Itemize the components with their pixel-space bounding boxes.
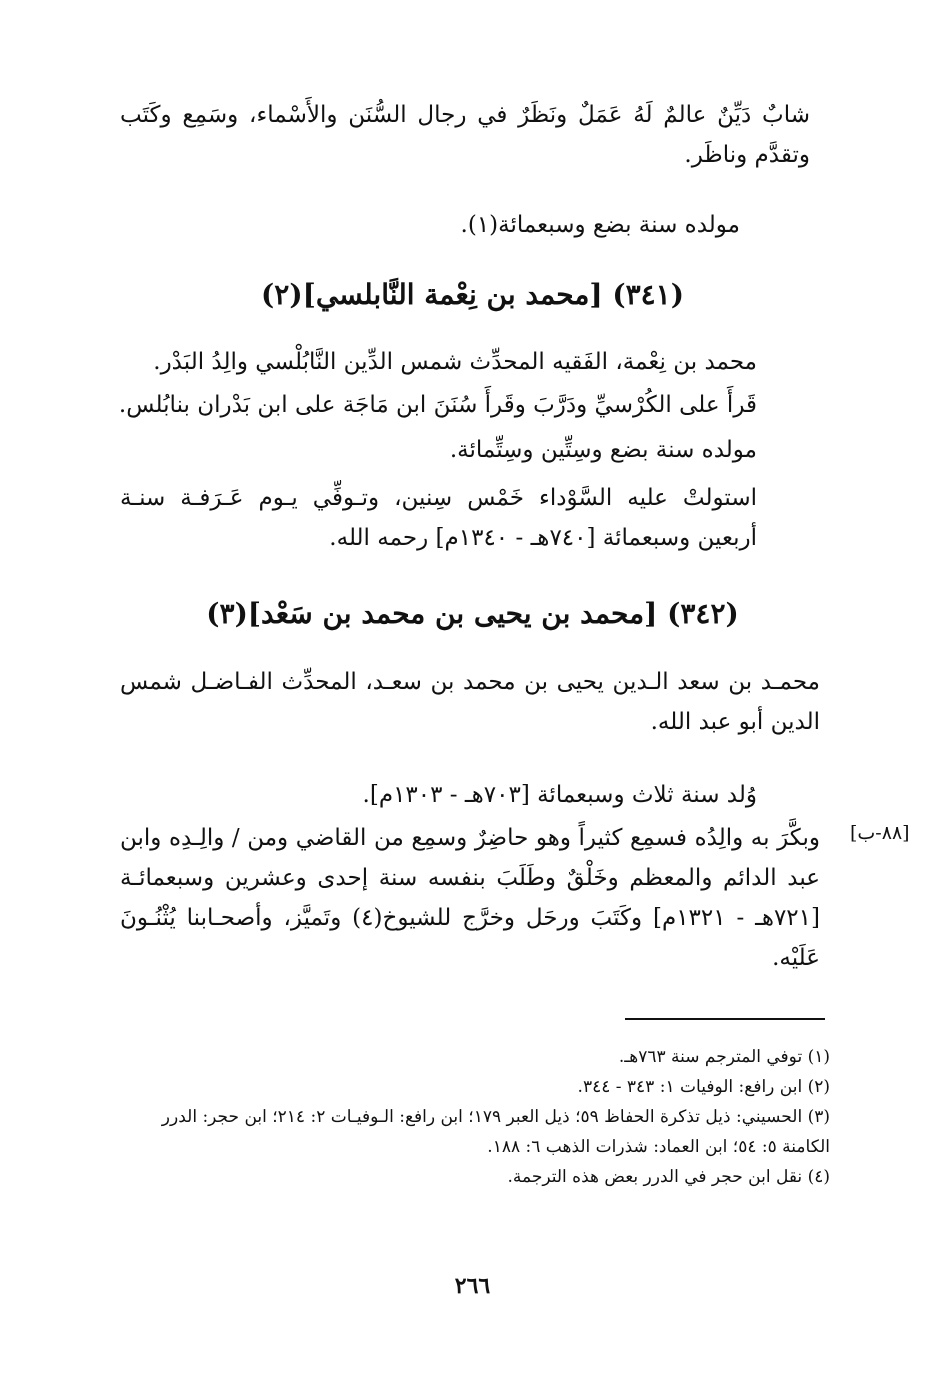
footnote-3: (٣) الحسيني: ذيل تذكرة الحفاظ ٥٩؛ ذيل العبر ١٧٩؛ ابن رافع: الـوفيـات ٢: ٢١٤؛ ابن حجر: الدرر الكامنة ٥: ٥٤؛ ابن العماد: شذرات الذهب ٦: ١٨٨. [161,1107,830,1157]
entry-341-line-1: محمد بن نِعْمة، الفَقيه المحدِّث شمس الدِّين النَّابُلْسي والِدُ البَدْر. [153,349,757,375]
manuscript-folio-note: [٨٨-ب] [850,822,910,844]
entry-heading-342: (٣٤٢) [محمد بن يحيى بن محمد بن سَعْد](٣) [206,597,739,630]
footnotes [115,1042,830,1192]
entry-342-study: وبكَّرَ به والِدُه فسمِع كثيراً وهو حاضِرٌ وسمِع من القاضي ومن / والِـدِه وابن عبد الدائم والمعظم وخَلْقٌ وطَلَبَ بنفسه سنة إحدى وعشرين وسبعمائـة [٧٢١هـ - ١٣٢١م] وكَتَبَ ورحَل وخرَّج للشيوخ(٤) وتَميَّز، وأصحـابنا يُثْنُـونَ عَلَيْه. [120,825,820,971]
footnote-4: (٤) نقل ابن حجر في الدرر بعض هذه الترجمة. [507,1167,830,1187]
paragraph-birth: مولده سنة بضع وسبعمائة(١). [460,212,740,238]
page-number: ٢٦٦ [454,1273,491,1299]
paragraph-intro: شابٌ دَيِّنٌ عالمٌ لَهُ عَمَلٌ ونَظَرٌ في رجال السُّنَن والأَسْماء، وسَمِع وكَتَب وتقدَّم وناظَر. [120,102,810,168]
entry-341-line-3: مولده سنة بضع وسِتِّين وسِتِّمائة. [449,437,757,463]
entry-341-line-2: قَرأَ على الكُرْسيِّ ودَرَّبَ وقَرأَ سُنَنَ ابن مَاجَة على ابن بَدْران بنابُلس. [118,392,757,418]
footnote-1: (١) توفي المترجم سنة ٧٦٣هـ. [618,1047,830,1067]
footnote-separator [625,1018,825,1020]
entry-342-birth: وُلد سنة ثلاث وسبعمائة [٧٠٣هـ - ١٣٠٣م]. [362,782,757,808]
entry-341-death: استولتْ عليه السَّوْداء خَمْس سِنين، وتـوفِّي يـوم عَـرَفـة سنـة أربعين وسبعمائة [٧٤٠هـ - ١٣٤٠م] رحمه الله. [120,485,757,551]
entry-342-name: محمـد بن سعد الـدين يحيى بن محمد بن سعـد، المحدِّث الفـاضـل شمس الدين أبو عبد الله. [120,669,820,735]
footnote-2: (٢) ابن رافع: الوفيات ١: ٣٤٣ - ٣٤٤. [577,1077,830,1097]
entry-heading-341: (٣٤١) [محمد بن نِعْمة النَّابلسي](٢) [261,278,684,311]
